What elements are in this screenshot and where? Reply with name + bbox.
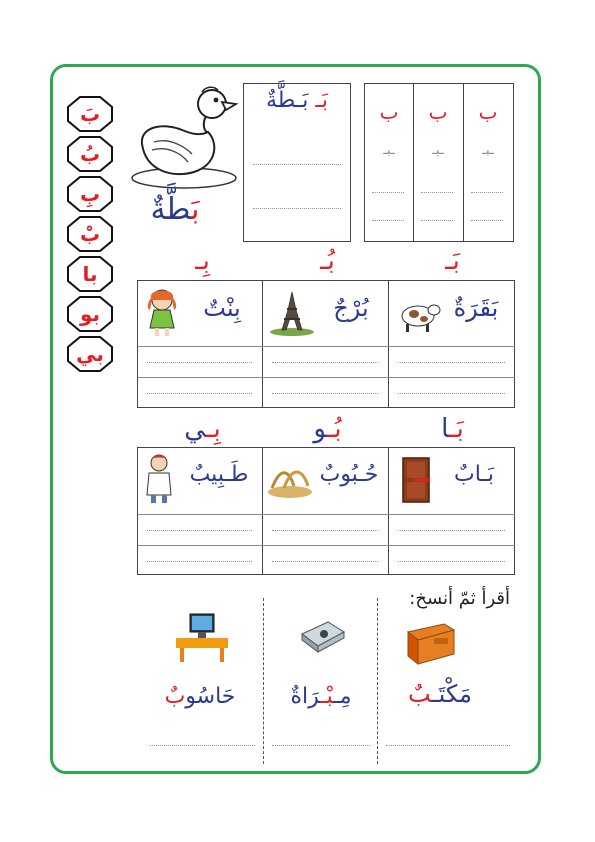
trace-line [421, 192, 453, 193]
grains-icon [266, 464, 314, 504]
write-line [147, 393, 252, 394]
trace-line [372, 220, 404, 221]
word-burj: بُرْجٌ [333, 294, 369, 322]
word-tabib: طَـبِيبٌ [189, 462, 249, 487]
badge-b-sukun: بْ [67, 216, 113, 252]
write-line [272, 362, 378, 363]
write-line [272, 530, 378, 531]
letter-ba: ب [428, 100, 448, 124]
cow-icon [396, 294, 442, 338]
section-divider [263, 598, 264, 764]
row-divider [137, 514, 515, 515]
write-line [147, 362, 252, 363]
word-baqara: بَقَرَةٌ [453, 294, 499, 322]
row-divider [137, 346, 515, 347]
write-line [272, 561, 378, 562]
write-line [147, 561, 252, 562]
trace-line [471, 192, 503, 193]
letter-ba: ب [478, 100, 498, 124]
badge-boo: بو [67, 296, 113, 332]
write-line [386, 745, 510, 746]
column-divider [463, 83, 464, 242]
computer-icon [174, 612, 230, 668]
syllable-bi: بِـ [195, 246, 210, 276]
letter-trace: ـبـ [482, 143, 494, 158]
syllable-ba: بَـ [445, 246, 460, 276]
copy-line [253, 208, 341, 209]
write-line [150, 745, 255, 746]
badge-baa: با [67, 256, 113, 292]
doctor-icon [142, 453, 176, 509]
trace-line [372, 192, 404, 193]
girl-icon [142, 286, 182, 342]
copy-line [253, 164, 341, 165]
word-maktab: مَكْتَـبٌ [408, 680, 472, 708]
write-line [398, 393, 505, 394]
syllable-baa: بَـا [441, 414, 464, 444]
column-divider [388, 280, 389, 408]
trace-line [471, 220, 503, 221]
write-line [272, 393, 378, 394]
badge-bu-damma: بُ [67, 136, 113, 172]
copy-box-title: بَـ بَـطَّةٌ [266, 88, 328, 113]
section-divider [377, 598, 378, 764]
letter-ba: ب [379, 100, 399, 124]
row-divider [137, 545, 515, 546]
column-divider [388, 447, 389, 575]
word-bint: بِنْتٌ [203, 294, 241, 322]
duck-word: بَطَّةٌ [150, 192, 200, 227]
letter-trace: ـبـ [432, 143, 444, 158]
door-icon [400, 456, 432, 508]
column-divider [262, 447, 263, 575]
row-divider [137, 377, 515, 378]
write-line [147, 530, 252, 531]
sharpener-icon [298, 614, 348, 658]
desk-icon [404, 620, 456, 670]
word-bab: بَـابٌ [454, 462, 494, 487]
word-mibraa: مِـبْـرَاةٌ [290, 684, 352, 709]
word-hasoub: حَاسُوبٌ [164, 684, 236, 709]
badge-ba-fatha: بَ [67, 96, 113, 132]
trace-line [421, 220, 453, 221]
instruction-read-copy: أقرأ ثمّ أنسخ: [409, 588, 510, 609]
duck-icon [122, 82, 240, 196]
syllable-bee: بِـي [184, 414, 221, 444]
column-divider [262, 280, 263, 408]
write-line [398, 362, 505, 363]
write-line [272, 745, 370, 746]
badge-bee: بي [67, 336, 113, 372]
syllable-boo: بُـو [313, 414, 342, 444]
eiffel-tower-icon [268, 290, 316, 340]
column-divider [413, 83, 414, 242]
word-hubub: حُـبُوبٌ [319, 462, 379, 487]
write-line [398, 530, 505, 531]
syllable-bu: بُـ [320, 246, 335, 276]
write-line [398, 561, 505, 562]
badge-bi-kasra: بِ [67, 176, 113, 212]
letter-trace: ـبـ [383, 143, 395, 158]
